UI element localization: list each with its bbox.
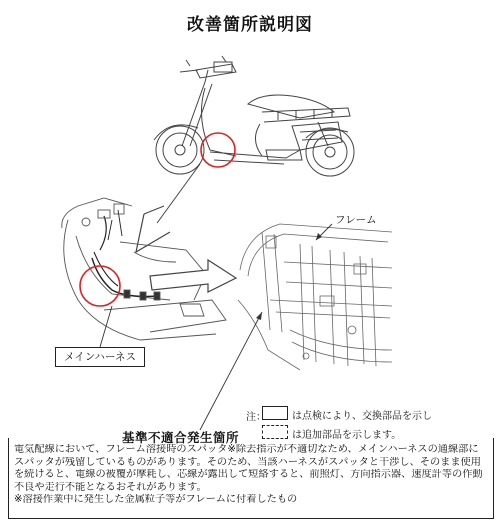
frame-label: フレーム [335, 214, 377, 226]
page-title: 改善箇所説明図 [187, 15, 313, 35]
scooter-illustration [154, 56, 354, 176]
description-footnote: ※溶接作業中に発生した金属粒子等がフレームに付着したもの [14, 494, 298, 505]
legend-dashed-text: は追加部品を示します。 [292, 430, 402, 441]
frame-detail-illustration [238, 224, 392, 370]
description-line: 不良や走行不能となるおそれがあります。 [14, 481, 207, 493]
highlight-circle-harness [80, 266, 120, 306]
legend-solid-text: は点検により、交換部品を示し [292, 411, 432, 422]
description-line: 電気配線において、フレーム溶接時のスパッタ※除去指示が不適切なため、メインハーネスの通線部に [14, 444, 479, 455]
defect-leader-arrowhead [256, 312, 262, 320]
harness-leader-line [100, 306, 112, 347]
highlight-circle-scooter [201, 133, 235, 167]
description-line: を続けると、電線の被覆が摩耗し、芯線が露出して短絡すると、前照灯、方向指示器、速度計等の作動 [14, 469, 483, 480]
arrow-down-left [136, 164, 200, 252]
defect-heading: 基準不適合発生箇所 [122, 430, 240, 445]
main-harness-label: メインハーネス [55, 347, 145, 367]
arrow-right [150, 260, 236, 292]
defect-description [14, 444, 488, 507]
legend-dashed-box [262, 425, 288, 439]
legend-solid-box [262, 406, 288, 420]
legend-prefix: 注： [246, 412, 266, 423]
description-line: スパッタが残留しているものがあります。そのため、当該ハーネスがスパッタと干渉し、そのまま使用 [14, 456, 481, 468]
